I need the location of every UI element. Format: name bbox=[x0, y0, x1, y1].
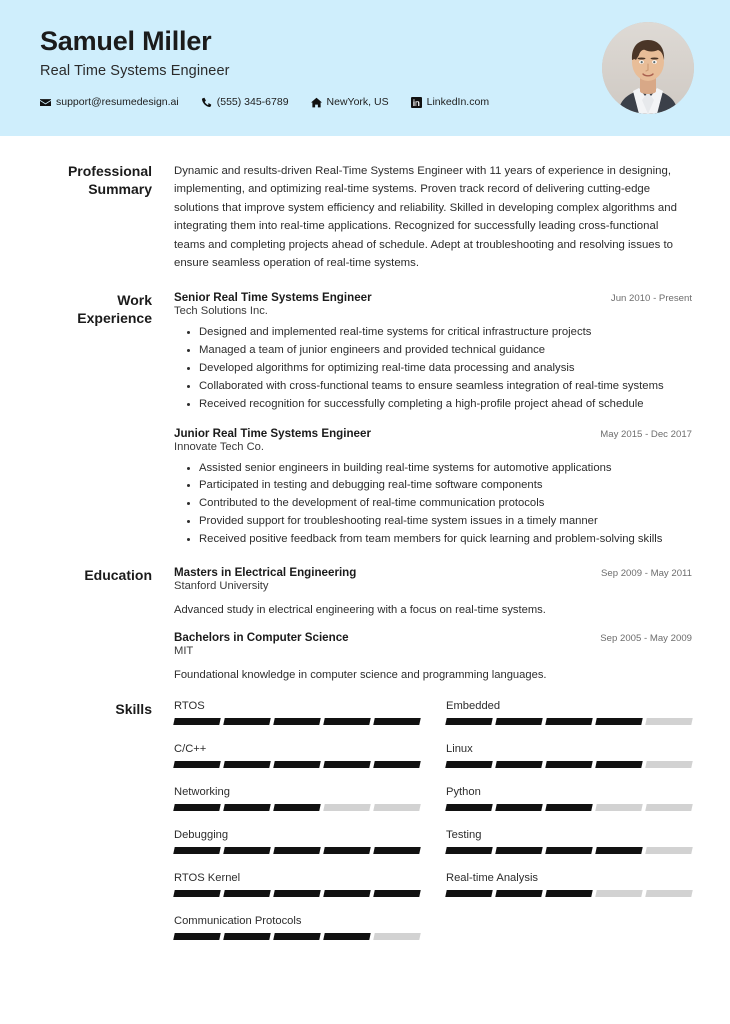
education-school: Stanford University bbox=[174, 580, 269, 593]
education-description: Advanced study in electrical engineering with a focus on real-time systems. bbox=[174, 604, 546, 617]
education-description: Foundational knowledge in computer science and programming languages. bbox=[174, 668, 547, 681]
education-date: Sep 2009 - May 2011 bbox=[600, 568, 692, 580]
skill-name: Embedded bbox=[446, 699, 501, 712]
skill-level-bar bbox=[174, 890, 420, 897]
skill-level-segment bbox=[645, 890, 692, 897]
skill-level-segment bbox=[445, 761, 492, 768]
education-school: MIT bbox=[174, 644, 194, 657]
resume-header bbox=[0, 0, 730, 136]
skill-level-segment bbox=[645, 718, 692, 725]
skill-name: C/C++ bbox=[174, 742, 207, 755]
list-item: Received recognition for successfully completing a high-profile project ahead of schedule bbox=[199, 396, 692, 413]
skill-level-bar bbox=[446, 718, 692, 725]
contact-location-text: NewYork, US bbox=[326, 96, 389, 109]
experience-company: Tech Solutions Inc. bbox=[174, 304, 268, 317]
skill-level-segment bbox=[323, 718, 370, 725]
skill-level-segment bbox=[595, 718, 642, 725]
skill-level-segment bbox=[373, 804, 420, 811]
skill-level-segment bbox=[323, 761, 370, 768]
skill-level-segment bbox=[373, 847, 420, 854]
skills-grid bbox=[174, 700, 692, 958]
skill-level-segment bbox=[595, 847, 642, 854]
skill-level-segment bbox=[595, 761, 642, 768]
skill-level-segment bbox=[373, 933, 420, 940]
contact-phone-text: (555) 345-6789 bbox=[216, 96, 289, 109]
experience-job-title: Senior Real Time Systems Engineer bbox=[174, 290, 372, 304]
skill-level-segment bbox=[273, 718, 320, 725]
education-entry bbox=[174, 631, 692, 684]
experience-date: Jun 2010 - Present bbox=[610, 292, 692, 304]
phone-icon bbox=[201, 97, 212, 108]
section-professional-summary bbox=[40, 162, 692, 273]
contact-location[interactable] bbox=[311, 96, 389, 108]
skill-item bbox=[174, 915, 420, 958]
skill-level-segment bbox=[173, 890, 220, 897]
skill-level-segment bbox=[645, 761, 692, 768]
experience-bullets bbox=[174, 324, 692, 413]
skill-level-bar bbox=[174, 761, 420, 768]
skill-level-segment bbox=[495, 890, 542, 897]
candidate-name: Samuel Miller bbox=[40, 26, 212, 56]
skill-level-segment bbox=[273, 804, 320, 811]
skill-level-segment bbox=[323, 847, 370, 854]
skill-item bbox=[174, 700, 420, 743]
list-item: Managed a team of junior engineers and provided technical guidance bbox=[199, 342, 692, 359]
experience-entry bbox=[174, 427, 692, 549]
contact-linkedin[interactable] bbox=[411, 96, 489, 108]
skill-level-bar bbox=[446, 804, 692, 811]
skill-level-segment bbox=[273, 933, 320, 940]
experience-company: Innovate Tech Co. bbox=[174, 440, 264, 453]
list-item: Received positive feedback from team members for quick learning and problem-solving skills bbox=[199, 531, 692, 548]
skill-level-segment bbox=[223, 804, 270, 811]
skill-level-segment bbox=[173, 804, 220, 811]
skill-level-segment bbox=[223, 933, 270, 940]
skill-level-segment bbox=[645, 804, 692, 811]
experience-entry bbox=[174, 291, 692, 413]
skill-level-bar bbox=[174, 804, 420, 811]
avatar bbox=[602, 22, 694, 114]
experience-entries bbox=[174, 291, 692, 552]
skill-level-bar bbox=[174, 847, 420, 854]
skill-name: Real-time Analysis bbox=[446, 871, 539, 884]
skill-level-segment bbox=[273, 761, 320, 768]
skill-name: Testing bbox=[446, 828, 482, 841]
email-icon bbox=[40, 97, 51, 108]
contact-email[interactable] bbox=[40, 96, 179, 108]
contact-list bbox=[40, 96, 694, 108]
contact-phone[interactable] bbox=[201, 96, 289, 108]
skill-level-segment bbox=[545, 804, 592, 811]
list-item: Developed algorithms for optimizing real-time data processing and analysis bbox=[199, 360, 692, 377]
skill-level-segment bbox=[373, 718, 420, 725]
section-title-education: Education bbox=[84, 567, 152, 584]
skill-level-segment bbox=[373, 890, 420, 897]
skill-item bbox=[446, 829, 692, 872]
skill-level-segment bbox=[173, 847, 220, 854]
skill-level-bar bbox=[446, 761, 692, 768]
skill-level-bar bbox=[446, 847, 692, 854]
education-date: Sep 2005 - May 2009 bbox=[600, 632, 692, 644]
skill-level-segment bbox=[545, 718, 592, 725]
skill-level-segment bbox=[645, 847, 692, 854]
skill-item bbox=[446, 743, 692, 786]
skill-level-segment bbox=[445, 804, 492, 811]
skill-level-bar bbox=[446, 890, 692, 897]
skill-level-segment bbox=[223, 847, 270, 854]
contact-linkedin-text: LinkedIn.com bbox=[426, 96, 490, 109]
skill-level-segment bbox=[323, 804, 370, 811]
education-degree: Bachelors in Computer Science bbox=[174, 630, 349, 644]
skill-level-segment bbox=[595, 890, 642, 897]
skill-name: RTOS Kernel bbox=[174, 871, 241, 884]
skill-level-segment bbox=[273, 890, 320, 897]
skill-name: Communication Protocols bbox=[174, 914, 302, 927]
skill-level-segment bbox=[495, 804, 542, 811]
experience-date: May 2015 - Dec 2017 bbox=[600, 428, 692, 440]
list-item: Designed and implemented real-time systems for critical infrastructure projects bbox=[199, 324, 692, 341]
skill-level-segment bbox=[495, 847, 542, 854]
linkedin-icon bbox=[411, 97, 422, 108]
skill-level-segment bbox=[495, 761, 542, 768]
summary-text: Dynamic and results-driven Real-Time Systems Engineer with 11 years of experience in designing, implementing, and optimizing real-time systems. Proven track record of delivering cutting-edge solutions that improve system efficiency and reliability. Skilled in developing complex algorithms and integrating them into real-time applications. Recognized for successfully leading cross-functional teams and completing projects ahead of schedule. Adept at troubleshooting and resolving issues to ensure seamless operation of real-time systems. bbox=[174, 165, 677, 270]
experience-bullets bbox=[174, 460, 692, 549]
skill-level-segment bbox=[545, 890, 592, 897]
education-degree: Masters in Electrical Engineering bbox=[174, 566, 357, 580]
home-icon bbox=[311, 97, 322, 108]
skill-level-segment bbox=[373, 761, 420, 768]
skill-level-segment bbox=[173, 761, 220, 768]
skill-item bbox=[446, 872, 692, 915]
skill-level-segment bbox=[223, 890, 270, 897]
skill-item bbox=[174, 743, 420, 786]
section-skills bbox=[40, 700, 692, 958]
list-item: Collaborated with cross-functional teams to ensure seamless integration of real-time systems bbox=[199, 378, 692, 395]
skill-level-bar bbox=[174, 718, 420, 725]
skill-item bbox=[446, 786, 692, 829]
skill-level-segment bbox=[545, 847, 592, 854]
skill-level-segment bbox=[173, 718, 220, 725]
skill-name: Networking bbox=[174, 785, 230, 798]
list-item: Assisted senior engineers in building real-time systems for automotive applications bbox=[199, 460, 692, 477]
list-item: Provided support for troubleshooting real-time system issues in a timely manner bbox=[199, 513, 692, 530]
skill-level-segment bbox=[495, 718, 542, 725]
section-title-experience: Work Experience bbox=[77, 291, 152, 326]
skill-level-segment bbox=[323, 933, 370, 940]
education-entry bbox=[174, 566, 692, 619]
section-title-summary: Professional Summary bbox=[67, 163, 152, 197]
list-item: Participated in testing and debugging real-time software components bbox=[199, 477, 692, 494]
contact-email-text: support@resumedesign.ai bbox=[56, 96, 179, 109]
skill-name: Debugging bbox=[174, 828, 229, 841]
skill-item bbox=[174, 872, 420, 915]
education-entries bbox=[174, 566, 692, 684]
skill-name: Linux bbox=[446, 742, 473, 755]
experience-job-title: Junior Real Time Systems Engineer bbox=[174, 426, 371, 440]
skill-level-segment bbox=[445, 718, 492, 725]
candidate-job-title: Real Time Systems Engineer bbox=[40, 63, 230, 80]
skill-name: Python bbox=[446, 785, 481, 798]
skill-name: RTOS bbox=[174, 699, 205, 712]
skill-level-segment bbox=[223, 718, 270, 725]
skill-level-segment bbox=[445, 890, 492, 897]
skill-level-segment bbox=[173, 933, 220, 940]
section-work-experience bbox=[40, 291, 692, 552]
skill-level-segment bbox=[445, 847, 492, 854]
skill-level-segment bbox=[595, 804, 642, 811]
skill-level-bar bbox=[174, 933, 420, 940]
list-item: Contributed to the development of real-time communication protocols bbox=[199, 495, 692, 512]
skill-item bbox=[174, 829, 420, 872]
resume-body bbox=[0, 136, 730, 958]
section-education bbox=[40, 566, 692, 684]
skill-level-segment bbox=[273, 847, 320, 854]
skill-level-segment bbox=[545, 761, 592, 768]
section-title-skills: Skills bbox=[115, 700, 152, 717]
skill-level-segment bbox=[323, 890, 370, 897]
skill-level-segment bbox=[223, 761, 270, 768]
skill-item bbox=[446, 700, 692, 743]
skill-item bbox=[174, 786, 420, 829]
